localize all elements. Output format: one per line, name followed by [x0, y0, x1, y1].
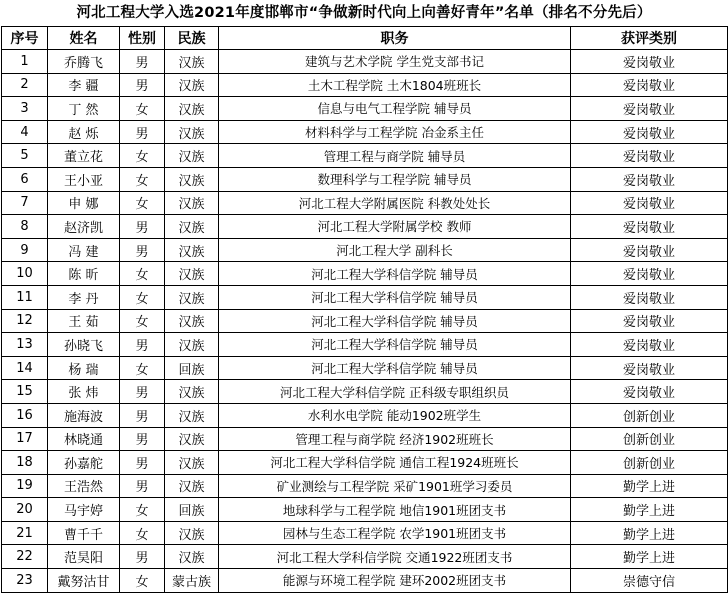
cell-gender: 女 — [120, 309, 165, 333]
cell-duty: 管理工程与商学院 辅导员 — [219, 144, 571, 168]
cell-name: 申 娜 — [48, 191, 120, 215]
cell-duty: 信息与电气工程学院 辅导员 — [219, 97, 571, 121]
table-row — [2, 333, 728, 357]
document-title: 河北工程大学入选2021年度邯郸市“争做新时代向上向善好青年”名单（排名不分先后） — [76, 5, 652, 21]
cell-duty: 土木工程学院 土木1804班班长 — [219, 73, 571, 97]
cell-number: 21 — [2, 521, 48, 545]
cell-number: 7 — [2, 191, 48, 215]
cell-ethnicity: 汉族 — [165, 238, 219, 262]
cell-number: 11 — [2, 285, 48, 309]
table-row — [2, 120, 728, 144]
cell-duty: 河北工程大学科信学院 交通1922班团支书 — [219, 545, 571, 569]
cell-ethnicity: 汉族 — [165, 427, 219, 451]
cell-number: 5 — [2, 144, 48, 168]
cell-gender: 男 — [120, 333, 165, 357]
cell-gender: 男 — [120, 120, 165, 144]
cell-ethnicity: 汉族 — [165, 333, 219, 357]
cell-gender: 女 — [120, 569, 165, 593]
cell-category: 爱岗敬业 — [571, 73, 728, 97]
table-row — [2, 144, 728, 168]
cell-category: 爱岗敬业 — [571, 120, 728, 144]
cell-category: 勤学上进 — [571, 545, 728, 569]
cell-number: 18 — [2, 451, 48, 475]
cell-name: 马宇婷 — [48, 498, 120, 522]
cell-category: 爱岗敬业 — [571, 97, 728, 121]
cell-gender: 男 — [120, 73, 165, 97]
cell-category: 创新创业 — [571, 451, 728, 475]
cell-name: 李 丹 — [48, 285, 120, 309]
cell-number: 2 — [2, 73, 48, 97]
cell-category: 爱岗敬业 — [571, 191, 728, 215]
cell-name: 施海波 — [48, 403, 120, 427]
table-row — [2, 309, 728, 333]
cell-category: 爱岗敬业 — [571, 285, 728, 309]
cell-gender: 女 — [120, 356, 165, 380]
cell-number: 3 — [2, 97, 48, 121]
cell-number: 1 — [2, 50, 48, 74]
cell-category: 爱岗敬业 — [571, 50, 728, 74]
cell-duty: 矿业测绘与工程学院 采矿1901班学习委员 — [219, 474, 571, 498]
cell-ethnicity: 汉族 — [165, 380, 219, 404]
cell-ethnicity: 回族 — [165, 498, 219, 522]
cell-name: 冯 建 — [48, 238, 120, 262]
cell-gender: 女 — [120, 285, 165, 309]
cell-name: 赵 烁 — [48, 120, 120, 144]
cell-duty: 数理科学与工程学院 辅导员 — [219, 167, 571, 191]
cell-gender: 男 — [120, 215, 165, 239]
cell-ethnicity: 汉族 — [165, 97, 219, 121]
cell-ethnicity: 汉族 — [165, 167, 219, 191]
cell-gender: 男 — [120, 545, 165, 569]
table-row — [2, 97, 728, 121]
roster-body — [2, 50, 728, 593]
cell-category: 爱岗敬业 — [571, 356, 728, 380]
cell-gender: 女 — [120, 262, 165, 286]
cell-category: 爱岗敬业 — [571, 215, 728, 239]
cell-number: 13 — [2, 333, 48, 357]
cell-number: 6 — [2, 167, 48, 191]
cell-name: 陈 昕 — [48, 262, 120, 286]
cell-name: 范昊阳 — [48, 545, 120, 569]
cell-category: 创新创业 — [571, 427, 728, 451]
cell-category: 勤学上进 — [571, 498, 728, 522]
cell-gender: 男 — [120, 380, 165, 404]
table-row — [2, 569, 728, 593]
cell-category: 崇德守信 — [571, 569, 728, 593]
column-header-gender: 性别 — [120, 27, 165, 50]
cell-ethnicity: 汉族 — [165, 191, 219, 215]
cell-duty: 水利水电学院 能动1902班学生 — [219, 403, 571, 427]
cell-duty: 河北工程大学科信学院 辅导员 — [219, 356, 571, 380]
cell-duty: 建筑与艺术学院 学生党支部书记 — [219, 50, 571, 74]
roster-sheet — [1, 0, 727, 593]
cell-ethnicity: 汉族 — [165, 451, 219, 475]
cell-gender: 男 — [120, 427, 165, 451]
cell-gender: 男 — [120, 474, 165, 498]
table-row — [2, 285, 728, 309]
cell-number: 8 — [2, 215, 48, 239]
cell-gender: 女 — [120, 167, 165, 191]
table-row — [2, 238, 728, 262]
cell-number: 20 — [2, 498, 48, 522]
header-row — [2, 27, 728, 50]
cell-ethnicity: 汉族 — [165, 144, 219, 168]
cell-duty: 河北工程大学科信学院 辅导员 — [219, 285, 571, 309]
cell-ethnicity: 回族 — [165, 356, 219, 380]
cell-ethnicity: 汉族 — [165, 545, 219, 569]
cell-ethnicity: 汉族 — [165, 474, 219, 498]
cell-duty: 河北工程大学科信学院 正科级专职组织员 — [219, 380, 571, 404]
cell-gender: 女 — [120, 498, 165, 522]
cell-name: 王浩然 — [48, 474, 120, 498]
cell-category: 勤学上进 — [571, 474, 728, 498]
cell-number: 14 — [2, 356, 48, 380]
cell-name: 曹千千 — [48, 521, 120, 545]
cell-number: 16 — [2, 403, 48, 427]
cell-duty: 管理工程与商学院 经济1902班班长 — [219, 427, 571, 451]
cell-name: 王小亚 — [48, 167, 120, 191]
table-row — [2, 521, 728, 545]
cell-category: 爱岗敬业 — [571, 380, 728, 404]
cell-gender: 男 — [120, 50, 165, 74]
cell-category: 爱岗敬业 — [571, 144, 728, 168]
column-header-duty: 职务 — [219, 27, 571, 50]
table-row — [2, 167, 728, 191]
cell-number: 9 — [2, 238, 48, 262]
cell-ethnicity: 汉族 — [165, 309, 219, 333]
cell-name: 张 炜 — [48, 380, 120, 404]
cell-category: 爱岗敬业 — [571, 262, 728, 286]
cell-duty: 河北工程大学 副科长 — [219, 238, 571, 262]
cell-number: 12 — [2, 309, 48, 333]
cell-category: 勤学上进 — [571, 521, 728, 545]
cell-name: 戴努沽甘 — [48, 569, 120, 593]
cell-name: 孙晓飞 — [48, 333, 120, 357]
column-header-category: 获评类别 — [571, 27, 728, 50]
cell-duty: 地球科学与工程学院 地信1901班团支书 — [219, 498, 571, 522]
table-row — [2, 380, 728, 404]
cell-number: 17 — [2, 427, 48, 451]
cell-gender: 女 — [120, 97, 165, 121]
table-row — [2, 427, 728, 451]
cell-gender: 女 — [120, 521, 165, 545]
table-row — [2, 498, 728, 522]
cell-name: 王 茹 — [48, 309, 120, 333]
column-header-name: 姓名 — [48, 27, 120, 50]
cell-gender: 男 — [120, 238, 165, 262]
cell-duty: 材料科学与工程学院 冶金系主任 — [219, 120, 571, 144]
cell-category: 爱岗敬业 — [571, 309, 728, 333]
table-row — [2, 545, 728, 569]
cell-duty: 河北工程大学科信学院 辅导员 — [219, 333, 571, 357]
cell-duty: 园林与生态工程学院 农学1901班团支书 — [219, 521, 571, 545]
cell-gender: 男 — [120, 403, 165, 427]
column-header-ethnicity: 民族 — [165, 27, 219, 50]
cell-gender: 男 — [120, 451, 165, 475]
table-row — [2, 262, 728, 286]
cell-duty: 河北工程大学附属学校 教师 — [219, 215, 571, 239]
cell-duty: 能源与环境工程学院 建环2002班团支书 — [219, 569, 571, 593]
cell-gender: 女 — [120, 144, 165, 168]
cell-name: 赵济凯 — [48, 215, 120, 239]
cell-number: 4 — [2, 120, 48, 144]
cell-ethnicity: 汉族 — [165, 50, 219, 74]
cell-gender: 女 — [120, 191, 165, 215]
table-row — [2, 451, 728, 475]
column-header-number: 序号 — [2, 27, 48, 50]
cell-name: 林晓通 — [48, 427, 120, 451]
cell-ethnicity: 汉族 — [165, 73, 219, 97]
cell-ethnicity: 蒙古族 — [165, 569, 219, 593]
cell-number: 15 — [2, 380, 48, 404]
cell-name: 丁 然 — [48, 97, 120, 121]
cell-ethnicity: 汉族 — [165, 215, 219, 239]
cell-duty: 河北工程大学科信学院 通信工程1924班班长 — [219, 451, 571, 475]
cell-category: 爱岗敬业 — [571, 333, 728, 357]
cell-number: 19 — [2, 474, 48, 498]
cell-name: 乔腾飞 — [48, 50, 120, 74]
cell-name: 杨 瑞 — [48, 356, 120, 380]
cell-category: 爱岗敬业 — [571, 167, 728, 191]
cell-name: 董立花 — [48, 144, 120, 168]
cell-ethnicity: 汉族 — [165, 120, 219, 144]
cell-duty: 河北工程大学科信学院 辅导员 — [219, 262, 571, 286]
cell-category: 创新创业 — [571, 403, 728, 427]
cell-duty: 河北工程大学附属医院 科教处处长 — [219, 191, 571, 215]
cell-duty: 河北工程大学科信学院 辅导员 — [219, 309, 571, 333]
table-row — [2, 474, 728, 498]
roster-table — [1, 26, 728, 593]
table-row — [2, 191, 728, 215]
table-row — [2, 73, 728, 97]
table-row — [2, 50, 728, 74]
table-row — [2, 356, 728, 380]
table-row — [2, 403, 728, 427]
cell-ethnicity: 汉族 — [165, 285, 219, 309]
cell-ethnicity: 汉族 — [165, 403, 219, 427]
cell-name: 李 疆 — [48, 73, 120, 97]
cell-ethnicity: 汉族 — [165, 521, 219, 545]
cell-number: 23 — [2, 569, 48, 593]
table-row — [2, 215, 728, 239]
cell-ethnicity: 汉族 — [165, 262, 219, 286]
cell-number: 22 — [2, 545, 48, 569]
cell-number: 10 — [2, 262, 48, 286]
cell-name: 孙嘉舵 — [48, 451, 120, 475]
cell-category: 爱岗敬业 — [571, 238, 728, 262]
